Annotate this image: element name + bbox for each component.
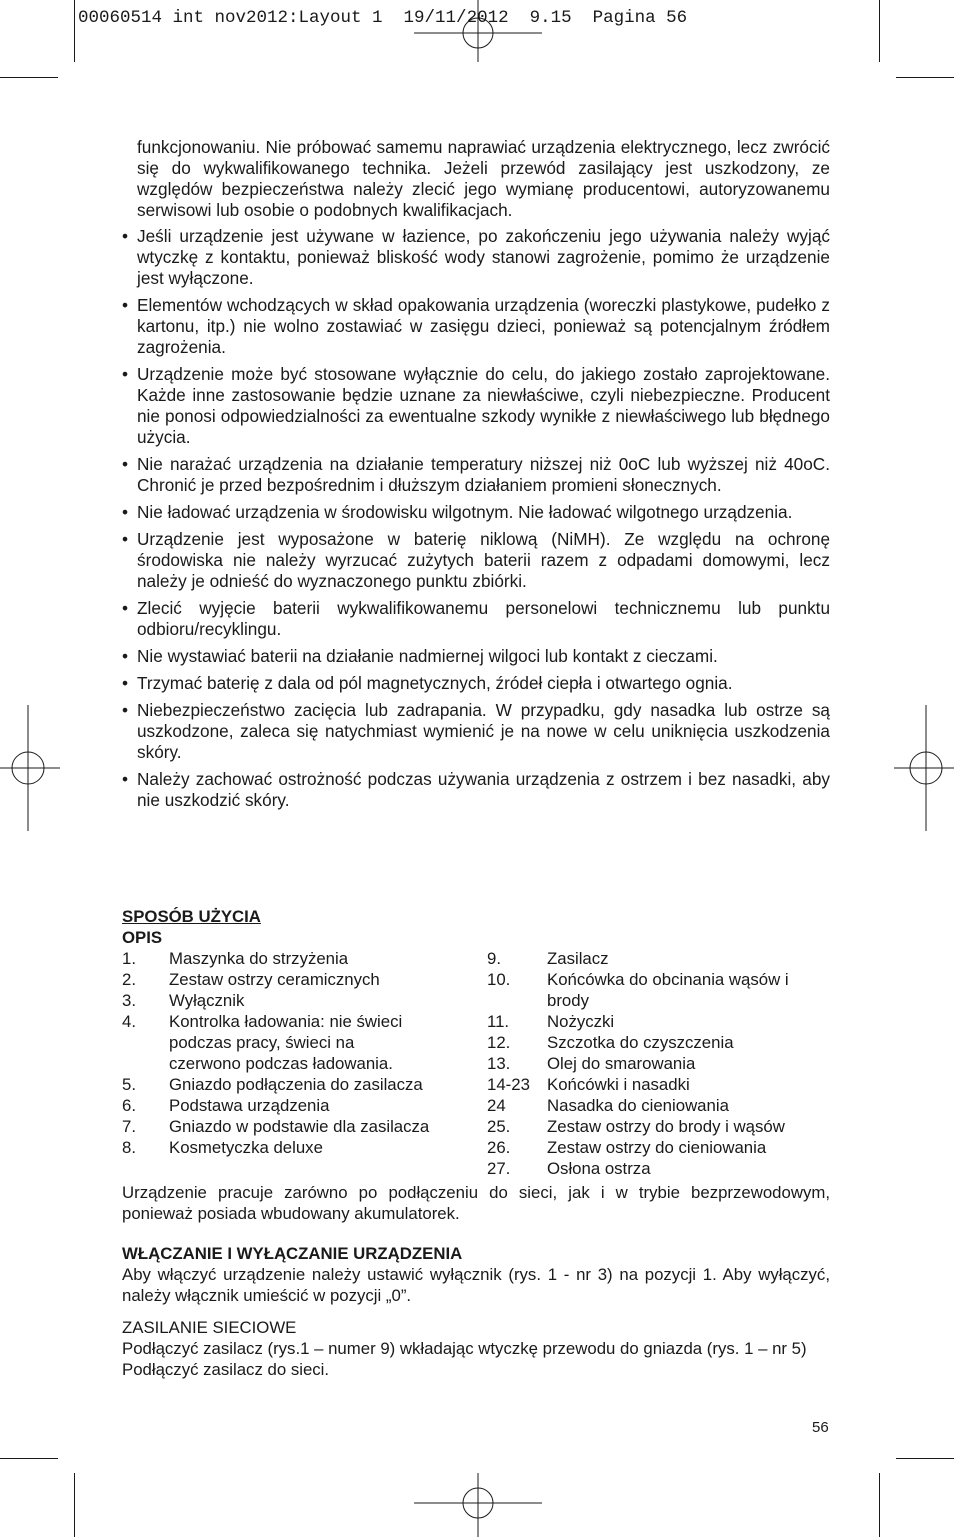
safety-text bbox=[122, 137, 830, 817]
registration-mark-top bbox=[414, 0, 542, 62]
list-item: 9. Zasilacz bbox=[487, 949, 609, 968]
crop-mark-top-right-h bbox=[896, 77, 954, 78]
list-item: 5. Gniazdo podłączenia do zasilacza bbox=[122, 1075, 423, 1094]
list-item: 25. Zestaw ostrzy do brody i wąsów bbox=[487, 1117, 785, 1136]
bullet-item: • Trzymać baterię z dala od pól magnetycznych, źródeł ciepła i otwartego ognia. bbox=[122, 673, 830, 694]
description-title: OPIS bbox=[122, 928, 163, 947]
crop-mark-bottom-left-h bbox=[0, 1458, 58, 1459]
bullet-item: • Urządzenie jest wyposażone w baterię niklową (NiMH). Ze względu na ochronę środowiska nie należy wyrzucać zużytych baterii razem z odpadami domowymi, lecz należy je odnieść do wyznaczonego punktu zbiórki. bbox=[122, 529, 830, 592]
list-item: 27. Osłona ostrza bbox=[487, 1159, 651, 1178]
list-item: 24 Nasadka do cieniowania bbox=[487, 1096, 729, 1115]
bullet-item: • Nie narażać urządzenia na działanie temperatury niższej niż 0oC lub wyższej niż 40oC. Chronić je przed bezpośrednim i dłuższym działaniem promieni słonecznych. bbox=[122, 454, 830, 496]
bullet-item: • Elementów wchodzących w skład opakowania urządzenia (woreczki plastykowe, pudełko z kartonu, itp.) nie wolno zostawiać w zasięgu dzieci, ponieważ są potencjalnym źródłem zagrożenia. bbox=[122, 295, 830, 358]
power-note: Urządzenie pracuje zarówno po podłączeniu do sieci, jak i w trybie bezprzewodowym, ponieważ posiada wbudowany akumulatorek. bbox=[122, 1183, 830, 1223]
onoff-title: WŁĄCZANIE I WYŁĄCZANIE URZĄDZENIA bbox=[122, 1244, 463, 1263]
bullet-item: • Nie ładować urządzenia w środowisku wilgotnym. Nie ładować wilgotnego urządzenia. bbox=[122, 502, 830, 523]
mains-title: ZASILANIE SIECIOWE bbox=[122, 1318, 297, 1337]
parts-list bbox=[122, 948, 830, 1179]
print-header: 00060514 int nov2012:Layout 1 19/11/2012 9.15 Pagina 56 bbox=[78, 8, 688, 28]
crop-mark-top-right-v bbox=[879, 0, 880, 62]
page-number: 56 bbox=[812, 1419, 829, 1436]
bullet-item: • Należy zachować ostrożność podczas używania urządzenia z ostrzem i bez nasadki, aby nie uszkodzić skóry. bbox=[122, 769, 830, 811]
crop-mark-top-left-h bbox=[0, 77, 58, 78]
usage-title: SPOSÓB UŻYCIA bbox=[122, 907, 261, 926]
bullet-item: • Nie wystawiać baterii na działanie nadmiernej wilgoci lub kontakt z cieczami. bbox=[122, 646, 830, 667]
crop-mark-top-left-v bbox=[74, 0, 75, 62]
list-item: 1. Maszynka do strzyżenia bbox=[122, 949, 349, 968]
parts-list-left bbox=[122, 948, 487, 1179]
list-item: 2. Zestaw ostrzy ceramicznych bbox=[122, 970, 380, 989]
onoff-section bbox=[122, 1243, 830, 1306]
list-item: 6. Podstawa urządzenia bbox=[122, 1096, 330, 1115]
registration-mark-bottom bbox=[414, 1473, 542, 1537]
onoff-text: Aby włączyć urządzenie należy ustawić wyłącznik (rys. 1 - nr 3) na pozycji 1. Aby wyłączyć, należy włącznik umieścić w pozycji „0”. bbox=[122, 1265, 830, 1305]
bullet-item: • Urządzenie może być stosowane wyłącznie do celu, do jakiego zostało zaprojektowane. Każde inne zastosowanie będzie uznane za niewłaściwe, czyli niebezpieczne. Producent nie ponosi odpowiedzialności za ewentualne szkody wynikłe z niewłaściwego lub błędnego użycia. bbox=[122, 364, 830, 448]
crop-mark-bottom-right-v bbox=[879, 1473, 880, 1537]
list-item: 11. Nożyczki bbox=[487, 1012, 615, 1031]
bullet-item: • Niebezpieczeństwo zacięcia lub zadrapania. W przypadku, gdy nasadka lub ostrze są uszkodzone, zaleca się natychmiast wymienić je na nowe w celu uniknięcia uszkodzenia skóry. bbox=[122, 700, 830, 763]
list-item: 8. Kosmetyczka deluxe bbox=[122, 1138, 323, 1157]
usage-section bbox=[122, 906, 830, 1224]
mains-line-1: Podłączyć zasilacz (rys.1 – numer 9) wkładając wtyczkę przewodu do gniazda (rys. 1 – nr 5) bbox=[122, 1339, 807, 1358]
list-item: 14-23 Końcówki i nasadki bbox=[487, 1075, 690, 1094]
list-item: 3. Wyłącznik bbox=[122, 991, 245, 1010]
bullet-item: • Jeśli urządzenie jest używane w łazience, po zakończeniu jego używania należy wyjąć wtyczkę z kontaktu, ponieważ bliskość wody stanowi zagrożenie, pomimo że urządzenie jest wyłączone. bbox=[122, 226, 830, 289]
parts-list-right bbox=[487, 948, 830, 1179]
list-item: 13. Olej do smarowania bbox=[487, 1054, 696, 1073]
list-item: 12. Szczotka do czyszczenia bbox=[487, 1033, 734, 1052]
list-item: 26. Zestaw ostrzy do cieniowania bbox=[487, 1138, 767, 1157]
safety-bullets bbox=[122, 226, 830, 811]
registration-mark-right bbox=[894, 705, 954, 831]
registration-mark-left bbox=[0, 705, 60, 831]
list-item: 10. Końcówka do obcinania wąsów i brody bbox=[487, 970, 789, 1010]
mains-section bbox=[122, 1317, 830, 1380]
bullet-item: • Zlecić wyjęcie baterii wykwalifikowanemu personelowi technicznemu lub punktu odbioru/recyklingu. bbox=[122, 598, 830, 640]
crop-mark-bottom-right-h bbox=[896, 1458, 954, 1459]
list-item: 4. Kontrolka ładowania: nie świeci podczas pracy, świeci na czerwono podczas ładowania. bbox=[122, 1012, 403, 1073]
mains-line-2: Podłączyć zasilacz do sieci. bbox=[122, 1360, 330, 1379]
crop-mark-bottom-left-v bbox=[74, 1473, 75, 1537]
intro-paragraph: funkcjonowaniu. Nie próbować samemu naprawiać urządzenia elektrycznego, lecz zwrócić się do wykwalifikowanego technika. Jeżeli przewód zasilający jest uszkodzony, ze względów bezpieczeństwa należy zlecić jego wymianę producentowi, autoryzowanemu serwisowi lub osobie o podobnych kwalifikacjach. bbox=[137, 137, 830, 220]
list-item: 7. Gniazdo w podstawie dla zasilacza bbox=[122, 1117, 430, 1136]
